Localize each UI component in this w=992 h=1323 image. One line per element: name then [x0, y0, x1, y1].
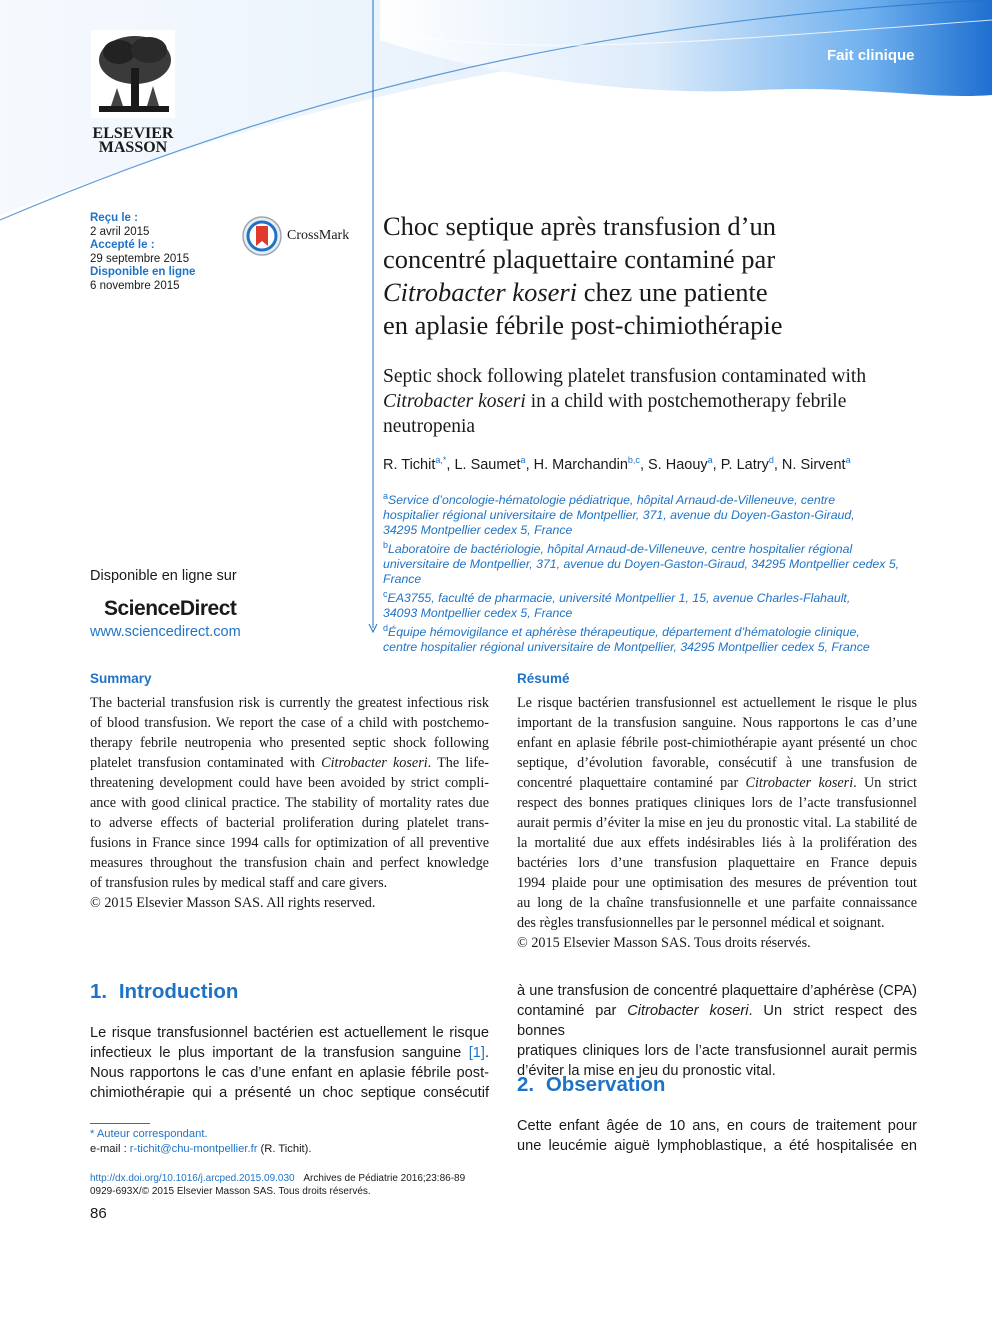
abstract-text: measures throughout the transfusion chain and perfect knowledge [90, 855, 489, 871]
title-species: Citrobacter koseri [383, 277, 578, 307]
summary-heading: Summary [90, 671, 152, 686]
abstract-text: des règles transfusionnelles par le personnel médical et soignant. [517, 915, 885, 931]
intro-line-4: chimiothérapie qui a présenté un choc septique consécutif [90, 1085, 489, 1101]
species-name: Citrobacter koseri [321, 755, 428, 771]
subtitle-line-3: neutropenia [383, 416, 476, 437]
affiliation-text: Service d’oncologie-hématologie pédiatrique, hôpital Arnaud-de-Villeneuve, centre [388, 493, 836, 508]
sciencedirect-link[interactable]: www.sciencedirect.com [90, 624, 241, 640]
right-line-4: d’éviter la mise en jeu du pronostic vital. [517, 1063, 776, 1079]
abstract-text: respect des bonnes pratiques cliniques lors de l’acte transfusionnel [517, 795, 917, 811]
sciencedirect-logo[interactable]: ScienceDirect [104, 597, 237, 620]
email-suffix: (R. Tichit). [257, 1143, 312, 1155]
intro-text [90, 1023, 489, 1103]
author-name: P. Latry [720, 456, 769, 473]
abstract-text: au long de la chaîne transfusionnelle et une parfaite connaissance [517, 895, 917, 911]
abstract-text: threatening development could have been avoided by strict compli- [90, 775, 489, 791]
accepted-label: Accepté le : [90, 239, 155, 251]
author-separator: , [525, 456, 534, 473]
online-value: 6 novembre 2015 [90, 279, 180, 292]
affiliation-line [383, 606, 923, 621]
abstract-line [517, 773, 917, 793]
affiliation-line [383, 523, 923, 538]
species-name: Citrobacter koseri [745, 775, 854, 791]
publisher-logo [88, 30, 178, 155]
abstract-line [517, 813, 917, 833]
article-title [383, 210, 903, 342]
journal-citation: Archives de Pédiatrie 2016;23:86-89 [303, 1173, 466, 1184]
footnotes [90, 1127, 312, 1157]
abstract-line [517, 733, 917, 753]
affiliation-mark: a [383, 491, 389, 501]
intro-line-2-text: infectieux le plus important de la transfusion sanguine [90, 1045, 469, 1061]
abstract-text: 1994 plaide pour une optimisation des mesures de prévention tout [517, 875, 917, 891]
affiliation-text: Équipe hémovigilance et aphérèse thérapeutique, département d’hématologie clinique, [388, 625, 860, 640]
affiliation [383, 621, 923, 655]
title-line-4: en aplasie fébrile post-chimiothérapie [383, 310, 783, 340]
summary-text [90, 693, 489, 913]
abstract-text: la mortalité due aux effets indésirables liés à la prolifération des [517, 835, 917, 851]
affiliation-line [383, 587, 923, 606]
issn-line: 0929-693X/© 2015 Elsevier Masson SAS. Tous droits réservés. [90, 1186, 371, 1197]
page-number: 86 [90, 1205, 107, 1222]
footnote-rule [90, 1123, 150, 1124]
elsevier-tree-icon [91, 30, 175, 118]
abstract-text: aurait permis d’éviter la mise en jeu du pronostic vital. La stabilité de [517, 815, 917, 831]
abstract-text: of transfusion rules by medical staff and care givers. [90, 875, 388, 891]
accepted-value: 29 septembre 2015 [90, 252, 190, 265]
author-name: R. Tichit [383, 456, 436, 473]
vertical-rule [366, 0, 380, 640]
abstract-line [517, 793, 917, 813]
abstract-line [517, 893, 917, 913]
author-affiliation-mark[interactable]: b,c [627, 455, 640, 465]
author-name: L. Saumet [454, 456, 521, 473]
abstract-line [90, 773, 489, 793]
subtitle-line-2 [383, 389, 923, 414]
affiliation-line [383, 640, 923, 655]
observation-line-1: Cette enfant âgée de 10 ans, en cours de traitement pour [517, 1118, 917, 1134]
title-line-3 [383, 276, 903, 309]
subtitle-line-2-rest: in a child with postchemotherapy febrile [525, 391, 847, 412]
right-line-2-pre: contaminé par [517, 1003, 628, 1019]
abstract-text: to adverse effects of bacterial proliferation during platelet trans- [90, 815, 489, 831]
affiliation [383, 538, 923, 587]
author-affiliation-mark[interactable]: a [520, 455, 526, 465]
title-line-3-rest: chez une patiente [577, 277, 768, 307]
observation-title: Observation [545, 1073, 666, 1096]
affiliation [383, 489, 923, 538]
affiliation-line [383, 621, 923, 640]
intro-line-1: Le risque transfusionnel bactérien est actuellement le risque [90, 1025, 489, 1041]
abstract-line [90, 693, 489, 713]
affiliation-text: EA3755, faculté de pharmacie, université Montpellier 1, 15, avenue Charles-Flahault, [387, 591, 851, 606]
abstract-text: fusions in France since 1994 calls for optimization of all preventive [90, 835, 489, 851]
abstract-line [90, 733, 489, 753]
author-affiliation-mark[interactable]: a,* [435, 455, 447, 465]
author-name: S. Haouy [648, 456, 708, 473]
subtitle-line-1: Septic shock following platelet transfusion contaminated with [383, 366, 867, 387]
resume-text [517, 693, 917, 953]
email-link[interactable]: r-tichit@chu-montpellier.fr [129, 1143, 258, 1155]
article-dates [90, 212, 250, 293]
subtitle-species: Citrobacter koseri [383, 391, 526, 412]
affiliation-line [383, 538, 923, 557]
right-line-2-post: . Un strict respect des bonnes [517, 1003, 917, 1039]
author-name: H. Marchandin [533, 456, 628, 473]
abstract-line [90, 833, 489, 853]
abstract-line [517, 853, 917, 873]
abstract-line [517, 753, 917, 773]
abstract-text: . Un strict [853, 775, 917, 791]
observation-number: 2. [517, 1073, 535, 1096]
right-column-text [517, 981, 917, 1081]
intro-line-3: Nous rapportons le cas d’une enfant en aplasie fébrile post- [90, 1065, 489, 1081]
received-value: 2 avril 2015 [90, 225, 150, 238]
right-line-2 [517, 1001, 917, 1041]
author-list [383, 455, 943, 473]
copyright: © 2015 Elsevier Masson SAS. All rights reserved. [90, 895, 376, 911]
author-separator: , [712, 456, 721, 473]
author-affiliation-mark[interactable]: d [768, 455, 774, 465]
right-line-1: à une transfusion de concentré plaquettaire d’aphérèse (CPA) [517, 983, 917, 999]
abstract-text: enfant en aplasie fébrile post-chimiothérapie ayant présenté un choc [517, 735, 917, 751]
abstract-line [517, 873, 917, 893]
intro-number: 1. [90, 980, 108, 1003]
affiliation-text: universitaire de Montpellier, 371, avenue du Doyen-Gaston-Giraud, 34295 Montpellier cedex 5, [383, 557, 900, 572]
received-label: Reçu le : [90, 212, 138, 224]
affiliation-text: centre hospitalier régional universitaire de Montpellier, 34295 Montpellier cedex 5, France [383, 640, 870, 655]
affiliation-text: France [383, 572, 422, 587]
right-line-3: pratiques cliniques lors de l’acte transfusionnel aurait permis [517, 1043, 917, 1059]
doi-line [90, 1172, 465, 1185]
doi-link[interactable]: http://dx.doi.org/10.1016/j.arcped.2015.09.030 [90, 1173, 295, 1184]
publisher-name-2: MASSON [98, 139, 168, 156]
crossmark-icon [241, 215, 283, 257]
availability-label: Disponible en ligne sur [90, 568, 237, 584]
affiliation-mark: d [383, 623, 389, 634]
abstract-line [517, 833, 917, 853]
author-affiliation-mark[interactable]: a [845, 455, 851, 465]
affiliation-line [383, 489, 923, 508]
abstract-line [90, 753, 489, 773]
author-separator: , [446, 456, 455, 473]
abstract-text: platelet transfusion contaminated with [90, 755, 322, 771]
observation-line-2: une leucémie aiguë lymphoblastique, a été hospitalisée en [517, 1138, 917, 1154]
intro-title: Introduction [118, 980, 239, 1003]
affiliation [383, 587, 923, 621]
article-subtitle [383, 364, 923, 439]
author-affiliation-mark[interactable]: a [707, 455, 713, 465]
publisher-name: ELSEVIER [92, 125, 174, 142]
reference-link[interactable]: [1] [468, 1045, 485, 1061]
author-separator: , [773, 456, 782, 473]
abstract-text: of blood transfusion. We report the case of a child with postchemo- [90, 715, 489, 731]
author-separator: , [639, 456, 648, 473]
abstract-line [90, 853, 489, 873]
crossmark-label: CrossMark [287, 228, 350, 243]
intro-heading [90, 980, 238, 1004]
online-label: Disponible en ligne [90, 266, 196, 278]
affiliation-text: 34295 Montpellier cedex 5, France [383, 523, 573, 538]
title-line-2: concentré plaquettaire contaminé par [383, 244, 776, 274]
abstract-line [517, 693, 917, 713]
affiliation-line [383, 557, 923, 572]
observation-text [517, 1116, 917, 1156]
affiliation-list [383, 489, 923, 655]
abstract-text: . The life- [427, 755, 489, 771]
abstract-text: Le risque bactérien transfusionnel est actuellement le risque le plus [517, 695, 917, 711]
intro-ref-period: . [484, 1045, 489, 1061]
abstract-text: important de la transfusion sanguine. Nous rapportons le cas d’une [517, 715, 917, 731]
affiliation-mark: b [383, 540, 389, 551]
section-label: Fait clinique [827, 47, 915, 64]
intro-line-2 [90, 1043, 489, 1063]
email-line [90, 1142, 312, 1157]
author-name: N. Sirvent [781, 456, 846, 473]
affiliation-text: Laboratoire de bactériologie, hôpital Arnaud-de-Villeneuve, centre hospitalier régional [388, 542, 853, 557]
affiliation-text: hospitalier régional universitaire de Montpellier, 371, avenue du Doyen-Gaston-Giraud, [383, 508, 855, 523]
abstract-line [517, 913, 917, 933]
abstract-text: concentré plaquettaire contaminé par [517, 775, 746, 791]
abstract-line [90, 873, 489, 893]
copyright: © 2015 Elsevier Masson SAS. Tous droits réservés. [517, 935, 811, 951]
affiliation-line [383, 508, 923, 523]
abstract-line [90, 813, 489, 833]
abstract-text: The bacterial transfusion risk is currently the greatest infectious risk [90, 695, 489, 711]
abstract-line [90, 793, 489, 813]
email-label: e-mail : [90, 1143, 130, 1155]
abstract-text: therapy febrile neutropenia who presented septic shock following [90, 735, 489, 751]
abstract-text: ance with good clinical practice. The stability of mortality rates due [90, 795, 489, 811]
resume-heading: Résumé [517, 671, 570, 686]
observation-heading [517, 1073, 665, 1097]
affiliation-text: 34093 Montpellier cedex 5, France [383, 606, 573, 621]
abstract-text: septique, d’évolution favorable, consécutif à une transfusion de [517, 755, 917, 771]
right-line-2-species: Citrobacter koseri [627, 1003, 749, 1019]
crossmark-badge[interactable] [241, 215, 349, 257]
abstract-text: bactéries lors d’une transfusion plaquettaire en France depuis [517, 855, 917, 871]
title-line-1: Choc septique après transfusion d’un [383, 211, 776, 241]
affiliation-mark: c [383, 589, 388, 600]
affiliation-line [383, 572, 923, 587]
abstract-line [517, 713, 917, 733]
abstract-line [90, 713, 489, 733]
corresponding-author-note: * Auteur correspondant. [90, 1128, 208, 1140]
